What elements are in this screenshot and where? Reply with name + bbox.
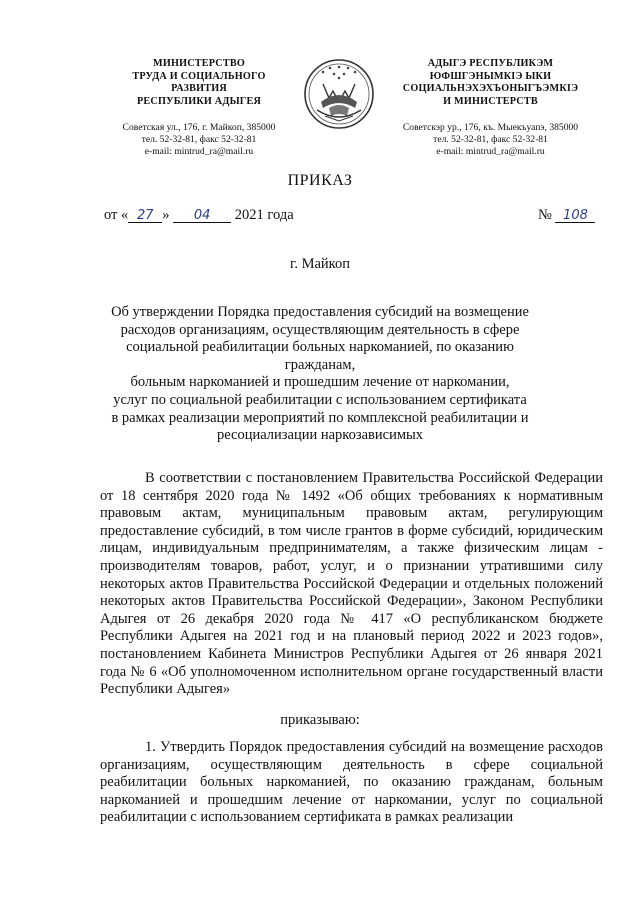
ministry-name-russian <box>104 58 294 108</box>
preamble-paragraph: В соответствии с постановлением Правительства Российской Федерации от 18 сентября 2020 года № 1492 «Об общих требованиях к нормативным правовым актам, муниципальным правовым актам, регулирующим предоставление субсидий, в том числе грантов в форме субсидий, юридическим лицам, индивидуальным предпринимателям, а также физическим лицам - производителям товаров, работ, услуг, и о признании утратившими силу некоторых актов Правительства Российской Федерации и отдельных положений некоторых актов Правительства Российской Федерации», Законом Республики Адыгея от 26 декабря 2020 года № 417 «О республиканском бюджете Республики Адыгея на 2021 год и на плановый период 2022 и 2023 годов», постановлением Кабинета Министров Республики Адыгея от 26 января 2021 года № 6 «Об уполномоченном исполнительном органе государственный власти Республики Адыгея» <box>100 470 603 698</box>
number-prefix: № <box>538 207 552 223</box>
date-mid: » <box>162 207 170 223</box>
number-value: 108 <box>563 208 588 223</box>
subject-line: ресоциализации наркозависимых <box>216 427 424 444</box>
ministry-header-russian <box>104 58 294 159</box>
contact-block-russian <box>104 122 294 159</box>
republic-emblem-icon <box>303 58 375 130</box>
subject-line: социальной реабилитации больных наркоманией, по оказанию гражданам, <box>126 339 514 373</box>
org-line: МИНИСТЕРСТВО <box>153 58 245 69</box>
phone: тел. 52-32-81, факс 52-32-81 <box>141 134 257 146</box>
subject-line: Об утверждении Порядка предоставления субсидий на возмещение <box>111 304 529 320</box>
subject-line: в рамках реализации мероприятий по комплексной реабилитации и <box>111 409 529 426</box>
address: Советскэр ур., 176, къ. Мыекъуапэ, 385000 <box>402 122 579 133</box>
document-city: г. Майкоп <box>290 256 350 272</box>
email: e-mail: mintrud_ra@mail.ru <box>144 146 254 158</box>
contact-block-adyghe <box>388 122 593 159</box>
org-line: СОЦИАЛЬНЭХЭХЪОНЫГЪЭМКIЭ <box>402 83 579 94</box>
org-line: АДЫГЭ РЕСПУБЛИКЭМ <box>427 58 554 69</box>
org-line: ТРУДА И СОЦИАЛЬНОГО <box>132 70 266 82</box>
document-subject <box>100 304 540 445</box>
subject-line: больным наркоманией и прошедшим лечение от наркомании, <box>130 374 510 391</box>
ministry-header-adyghe <box>388 58 593 159</box>
order-item-1: 1. Утвердить Порядок предоставления субсидий на возмещение расходов организациям, осуществляющим деятельность в сфере социальной реабилитации больных наркоманией, по оказанию гражданам, больным наркоманией и прошедшим лечение от наркомании, услуг по социальной реабилитации с использованием сертификата в рамках реализации <box>100 739 603 826</box>
subject-line: услуг по социальной реабилитации с использованием сертификата <box>113 391 527 408</box>
document-title: ПРИКАЗ <box>287 172 353 189</box>
org-line: И МИНИСТЕРСТВ <box>443 95 538 107</box>
date-month-field <box>173 207 231 223</box>
date-day-field <box>128 207 162 223</box>
document-number <box>538 207 595 224</box>
ministry-name-adyghe <box>388 58 593 108</box>
org-line: РЕСПУБЛИКИ АДЫГЕЯ <box>136 95 262 107</box>
email: e-mail: mintrud_ra@mail.ru <box>436 146 545 158</box>
date-year: 2021 года <box>234 207 294 223</box>
address: Советская ул., 176, г. Майкоп, 385000 <box>122 122 276 133</box>
document-date <box>104 207 294 224</box>
subject-line: расходов организациям, осуществляющим деятельность в сфере <box>120 321 520 338</box>
phone: тел. 52-32-81, факс 52-32-81 <box>433 134 548 146</box>
date-prefix: от « <box>104 207 129 223</box>
number-field <box>555 207 595 223</box>
date-day: 27 <box>137 208 154 223</box>
org-line: РАЗВИТИЯ <box>171 83 227 94</box>
date-month: 04 <box>193 208 211 223</box>
org-line: ЮФШГЭНЫМКIЭ ЫКИ <box>429 70 552 82</box>
order-word: приказываю: <box>280 712 360 728</box>
